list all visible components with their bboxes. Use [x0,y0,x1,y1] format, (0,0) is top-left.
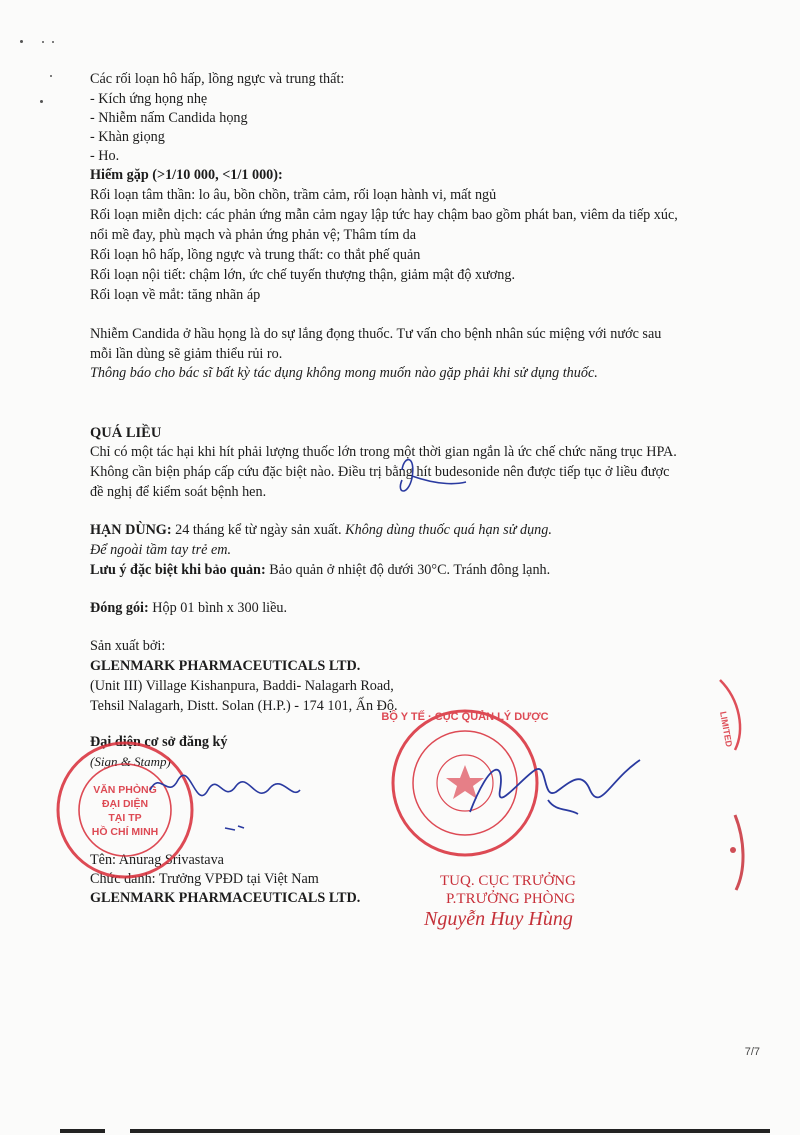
rare-heading: Hiếm gặp (>1/10 000, <1/1 000): [90,167,283,183]
initials-signature [400,460,466,491]
respiratory-item: - Ho. [90,148,120,164]
edge-stamp-text: LIMITED [718,710,735,748]
manufacturer-address: Tehsil Nalagarh, Distt. Solan (H.P.) - 174 101, Ấn Độ. [90,698,398,714]
registrant-heading: Đại diện cơ sở đăng ký [90,734,228,750]
registrant-title: Chức danh: Trưởng VPĐD tại Việt Nam [90,871,319,887]
manufacturer-address: (Unit III) Village Kishanpura, Baddi- Nalagarh Road, [90,678,394,694]
manufacturer-name: GLENMARK PHARMACEUTICALS LTD. [90,658,361,674]
respiratory-title: Các rối loạn hô hấp, lồng ngực và trung thất: [90,71,345,87]
respiratory-item: - Nhiễm nấm Candida họng [90,110,248,126]
expiry-warning: Không dùng thuốc quá hạn sử dụng. [345,522,552,538]
notify-line: Thông báo cho bác sĩ bất kỳ tác dụng không mong muốn nào gặp phải khi sử dụng thuốc. [90,365,598,381]
packaging-text: Hộp 01 bình x 300 liều. [148,600,288,616]
storage-label: Lưu ý đặc biệt khi bảo quản: [90,562,266,578]
stamp-line: TẠI TP [108,812,142,824]
expiry-label: HẠN DÙNG: [90,522,172,538]
edge-stamp [718,680,743,890]
page-number: 7/7 [744,1046,760,1058]
respiratory-item: - Khàn giọng [90,129,165,145]
rare-line: Rối loạn về mắt: tăng nhãn áp [90,287,261,303]
storage-text: Bảo quản ở nhiệt độ dưới 30°C. Tránh đông lạnh. [265,562,551,578]
official-title-2: P.TRƯỞNG PHÒNG [446,891,576,907]
candida-line: mỗi lần dùng sẽ giảm thiểu rủi ro. [90,346,283,362]
official-name: Nguyễn Huy Hùng [424,908,573,930]
respiratory-item: - Kích ứng họng nhẹ [90,91,208,107]
stamp-ring-text: BỘ Y TẾ · CỤC QUẢN LÝ DƯỢC [381,711,549,723]
overdose-line: Chỉ có một tác hại khi hít phải lượng thuốc lớn trong một thời gian ngắn là ức chế chức năng trục HPA. [90,444,677,460]
expiry-text: 24 tháng kể từ ngày sản xuất. [171,522,346,538]
overdose-line: đề nghị để kiểm soát bệnh hen. [90,484,267,500]
stamp-line: ĐẠI DIỆN [101,798,149,810]
stamp-line: VĂN PHÒNG [93,784,157,796]
rare-line: Rối loạn nội tiết: chậm lớn, ức chế tuyến thượng thận, giảm mật độ xương. [90,267,516,283]
registrant-name: Tên: Anurag Srivastava [90,852,224,868]
registrant-signature [150,775,300,830]
manufacturer-label: Sản xuất bởi: [90,638,166,654]
company-stamp [58,743,192,877]
scan-edge [60,1129,105,1133]
rare-line: nổi mề đay, phù mạch và phản ứng phản vệ; Thâm tím da [90,227,417,243]
rare-line: Rối loạn miễn dịch: các phản ứng mẫn cảm ngay lập tức hay chậm bao gồm phát ban, viêm da tiếp xúc, [90,207,678,223]
packaging-label: Đóng gói: [90,600,149,616]
registrant-company: GLENMARK PHARMACEUTICALS LTD. [90,890,361,906]
official-title-1: TUQ. CỤC TRƯỞNG [440,873,576,889]
stamp-line: HỒ CHÍ MINH [91,826,159,838]
scan-edge [130,1129,770,1133]
candida-line: Nhiễm Candida ở hầu họng là do sự lắng đọng thuốc. Tư vấn cho bệnh nhân súc miệng với nước sau [90,326,662,342]
children-warning: Để ngoài tầm tay trẻ em. [90,542,232,558]
ministry-stamp [381,710,548,855]
rare-line: Rối loạn hô hấp, lồng ngực và trung thất: co thắt phế quản [90,247,421,263]
overdose-line: Không cần biện pháp cấp cứu đặc biệt nào. Điều trị bằng hít budesonide nên được tiếp tục ở liều được [90,464,670,480]
official-signature [470,760,640,814]
overdose-heading: QUÁ LIỀU [90,425,162,441]
sign-note: (Sign & Stamp) [90,754,171,769]
rare-line: Rối loạn tâm thần: lo âu, bồn chồn, trầm cảm, rối loạn hành vi, mất ngủ [90,187,497,203]
